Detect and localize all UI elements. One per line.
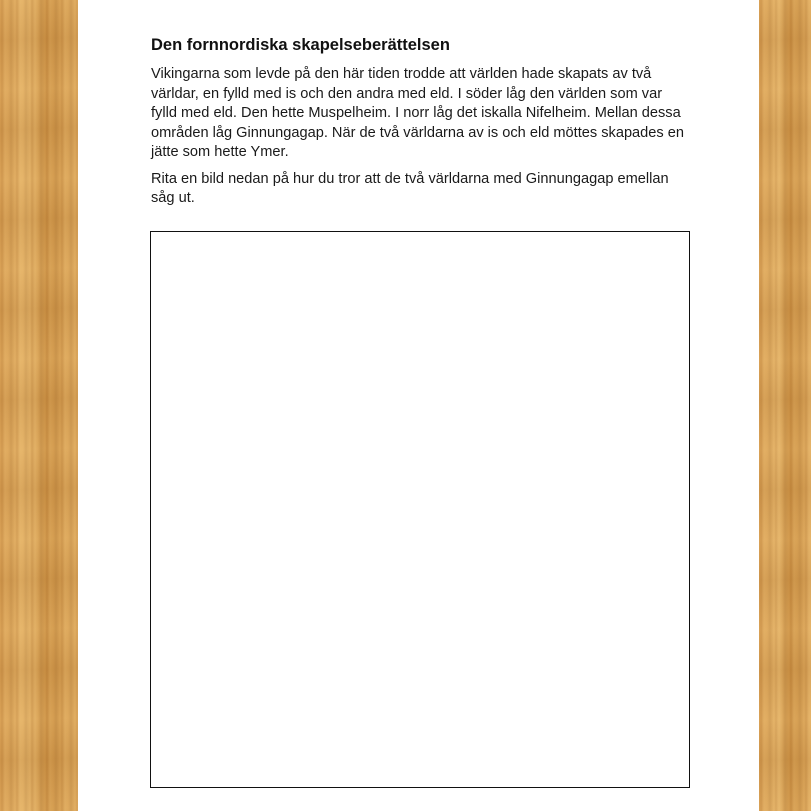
worksheet-title: Den fornnordiska skapelseberättelsen — [151, 36, 450, 54]
worksheet-text — [151, 34, 691, 216]
wood-background-left — [0, 0, 78, 811]
drawing-area[interactable] — [150, 231, 690, 788]
drawing-instruction: Rita en bild nedan på hur du tror att de två världarna med Ginnungagap emellan såg ut. — [151, 170, 669, 206]
intro-paragraph: Vikingarna som levde på den här tiden trodde att världen hade skapats av två världar, en fylld med is och den andra med eld. I söder låg den världen som var fylld med eld. Den hette Muspelheim. I norr låg det iskalla Nifelheim. Mellan dessa områden låg Ginnungagap. När de två världarna av is och eld möttes skapades en jätte som hette Ymer. — [151, 66, 684, 160]
worksheet-page — [78, 0, 759, 811]
wood-background-right — [759, 0, 811, 811]
